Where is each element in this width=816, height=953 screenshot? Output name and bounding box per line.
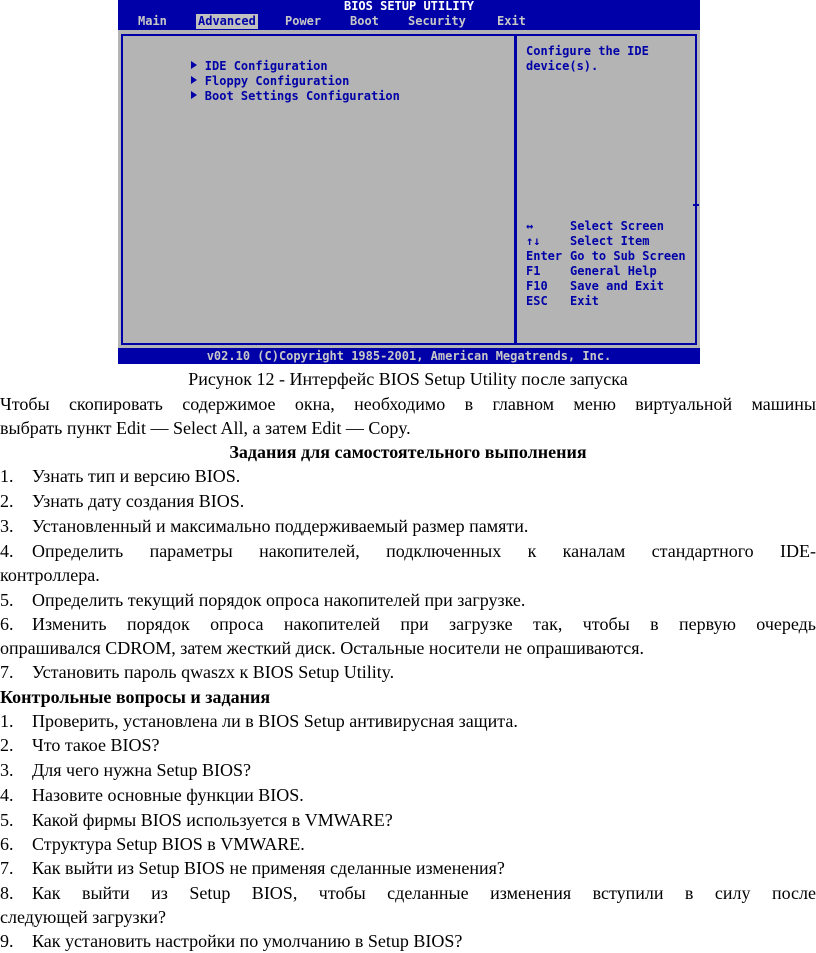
list-item-continuation: опрашивался CDROM, затем жесткий диск. Остальные носители не опрашиваются. xyxy=(0,638,645,658)
list-item: 6. Изменить порядок опроса накопителей при загрузке так, чтобы в первую очередь xyxy=(0,614,816,634)
list-item: 1. Проверить, установлена ли в BIOS Setup антивирусная защита. xyxy=(0,711,518,731)
menu-power[interactable]: Power xyxy=(285,14,322,28)
entry-ide-configuration[interactable] xyxy=(133,44,328,73)
bios-body xyxy=(118,30,700,348)
list-item: 3. Установленный и максимально поддерживаемый размер памяти. xyxy=(0,516,529,536)
list-item: 4. Назовите основные функции BIOS. xyxy=(0,785,304,805)
menu-main[interactable]: Main xyxy=(138,14,167,28)
intro-line-2: выбрать пункт Edit — Select All, а затем Edit — Copy. xyxy=(0,418,411,438)
entry-label: IDE Configuration xyxy=(204,59,328,73)
figure-caption: Рисунок 12 - Интерфейс BIOS Setup Utility после запуска xyxy=(188,369,628,389)
list-item: 6. Структура Setup BIOS в VMWARE. xyxy=(0,834,305,854)
list-item: 7. Установить пароль qwaszx к BIOS Setup Utility. xyxy=(0,662,395,682)
left-right-arrows-icon: ↔ xyxy=(526,219,534,233)
menu-security[interactable]: Security xyxy=(408,14,466,28)
list-item: 5. Какой фирмы BIOS используется в VMWARE? xyxy=(0,810,393,830)
key-legend-row: F1 General Help xyxy=(526,264,657,278)
list-item: 3. Для чего нужна Setup BIOS? xyxy=(0,760,251,780)
menu-exit[interactable]: Exit xyxy=(497,14,526,28)
list-item: 2. Узнать дату создания BIOS. xyxy=(0,491,245,511)
key-legend-row: ESC Exit xyxy=(526,294,599,308)
entry-label: Boot Settings Configuration xyxy=(204,89,400,103)
bios-screenshot xyxy=(118,0,700,364)
questions-heading: Контрольные вопросы и задания xyxy=(0,687,271,707)
list-item: 7. Как выйти из Setup BIOS не применяя сделанные изменения? xyxy=(0,858,505,878)
entry-label: Floppy Configuration xyxy=(204,74,350,88)
entry-boot-settings-configuration[interactable] xyxy=(133,74,400,103)
list-item: 8. Как выйти из Setup BIOS, чтобы сделанные изменения вступили в силу после xyxy=(0,883,816,903)
menu-advanced[interactable]: Advanced xyxy=(198,14,256,28)
bios-menu-bar xyxy=(118,14,700,29)
list-item: 2. Что такое BIOS? xyxy=(0,735,160,755)
tasks-heading: Задания для самостоятельного выполнения xyxy=(229,442,587,462)
intro-line-1: Чтобы скопировать содержимое окна, необходимо в главном меню виртуальной машины xyxy=(0,394,816,414)
help-text-line-1: Configure the IDE xyxy=(526,44,649,58)
submenu-arrow-icon xyxy=(191,91,197,99)
menu-boot[interactable]: Boot xyxy=(350,14,379,28)
entry-floppy-configuration[interactable] xyxy=(133,59,350,88)
list-item: 9. Как установить настройки по умолчанию в Setup BIOS? xyxy=(0,931,463,951)
help-panel xyxy=(515,34,697,345)
scroll-indicator xyxy=(693,204,699,206)
bios-title: BIOS SETUP UTILITY xyxy=(343,0,475,13)
help-text-line-2: device(s). xyxy=(526,59,599,73)
list-item: 5. Определить текущий порядок опроса накопителей при загрузке. xyxy=(0,590,526,610)
key-legend-row: Enter Go to Sub Screen xyxy=(526,249,686,263)
list-item: 1. Узнать тип и версию BIOS. xyxy=(0,466,241,486)
up-down-arrows-icon: ↑↓ xyxy=(526,234,541,248)
list-item-continuation: следующей загрузки? xyxy=(0,907,167,927)
key-legend-row: F10 Save and Exit xyxy=(526,279,664,293)
list-item-continuation: контроллера. xyxy=(0,565,100,585)
settings-panel xyxy=(121,34,516,345)
bios-footer-copyright: v02.10 (C)Copyright 1985-2001, American Megatrends, Inc. xyxy=(206,349,612,363)
key-legend-row: ↑↓ Select Item xyxy=(526,234,650,248)
list-item: 4. Определить параметры накопителей, подключенных к каналам стандартного IDE- xyxy=(0,541,816,561)
key-legend-row: ↔ Select Screen xyxy=(526,219,664,233)
